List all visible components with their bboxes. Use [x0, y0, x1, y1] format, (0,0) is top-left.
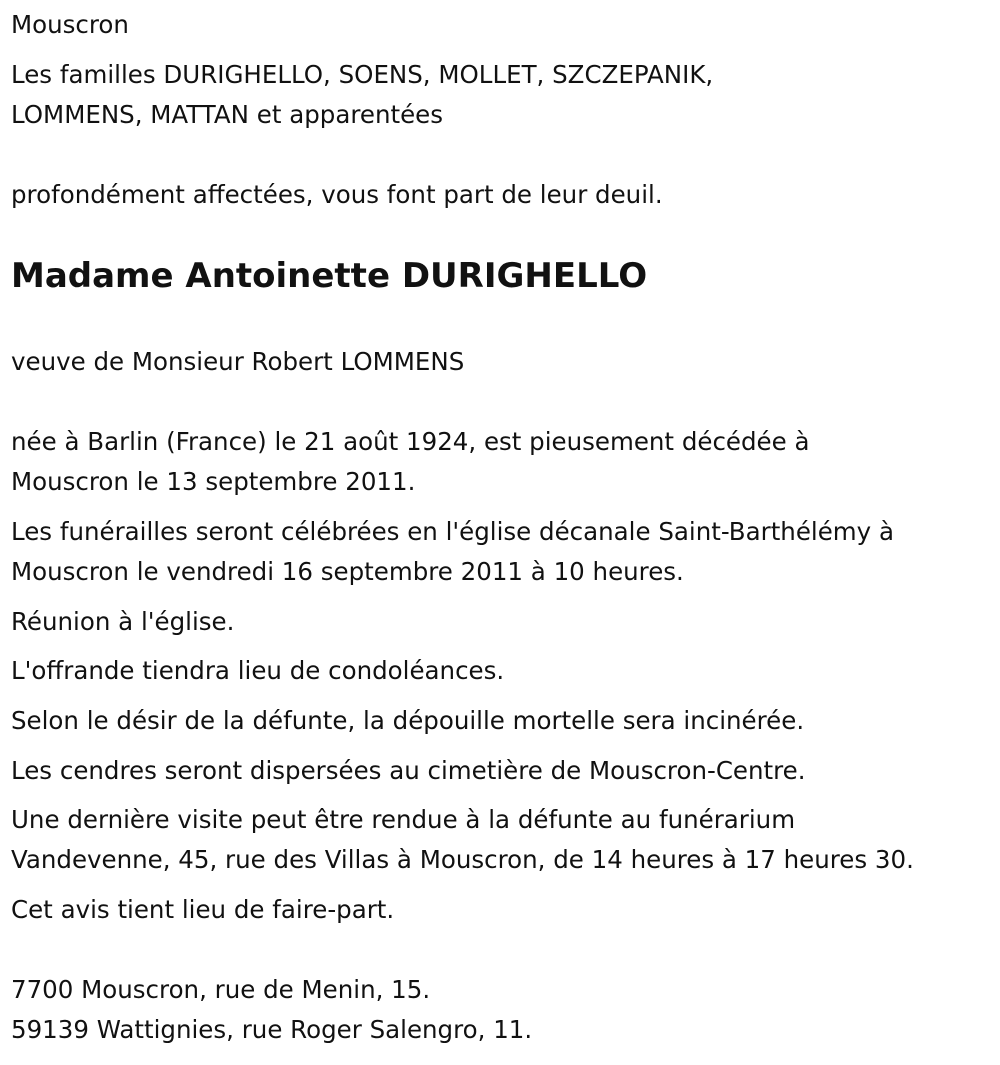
visit-line-2: Vandevenne, 45, rue des Villas à Mouscron, de 14 heures à 17 heures 30.	[11, 845, 914, 874]
offering-line: L'offrande tiendra lieu de condoléances.	[11, 656, 505, 685]
visit-paragraph	[11, 800, 914, 880]
birth-death-line-1: née à Barlin (France) le 21 août 1924, est pieusement décédée à	[11, 427, 810, 456]
families-line-1: Les familles DURIGHELLO, SOENS, MOLLET, SZCZEPANIK,	[11, 60, 714, 89]
city-heading: Mouscron	[11, 10, 129, 39]
families-line-2: LOMMENS, MATTAN et apparentées	[11, 100, 443, 129]
address-line-1: 7700 Mouscron, rue de Menin, 15.	[11, 975, 431, 1004]
address-line-2: 59139 Wattignies, rue Roger Salengro, 11.	[11, 1015, 533, 1044]
funeral-line-1: Les funérailles seront célébrées en l'église décanale Saint-Barthélémy à	[11, 517, 894, 546]
intro-paragraph: profondément affectées, vous font part de leur deuil.	[11, 180, 663, 209]
meeting-line: Réunion à l'église.	[11, 607, 235, 636]
birth-death-paragraph	[11, 422, 810, 502]
birth-death-line-2: Mouscron le 13 septembre 2011.	[11, 467, 416, 496]
funeral-line-2: Mouscron le vendredi 16 septembre 2011 à 10 heures.	[11, 557, 684, 586]
families-paragraph	[11, 55, 713, 135]
visit-line-1: Une dernière visite peut être rendue à la défunte au funérarium	[11, 805, 796, 834]
ashes-line: Les cendres seront dispersées au cimetière de Mouscron-Centre.	[11, 756, 806, 785]
funeral-paragraph	[11, 512, 894, 592]
widow-of-line: veuve de Monsieur Robert LOMMENS	[11, 347, 465, 376]
cremation-line: Selon le désir de la défunte, la dépouille mortelle sera incinérée.	[11, 706, 805, 735]
notice-note-line: Cet avis tient lieu de faire-part.	[11, 895, 395, 924]
addresses-block	[11, 970, 532, 1050]
deceased-name: Madame Antoinette DURIGHELLO	[11, 256, 648, 296]
